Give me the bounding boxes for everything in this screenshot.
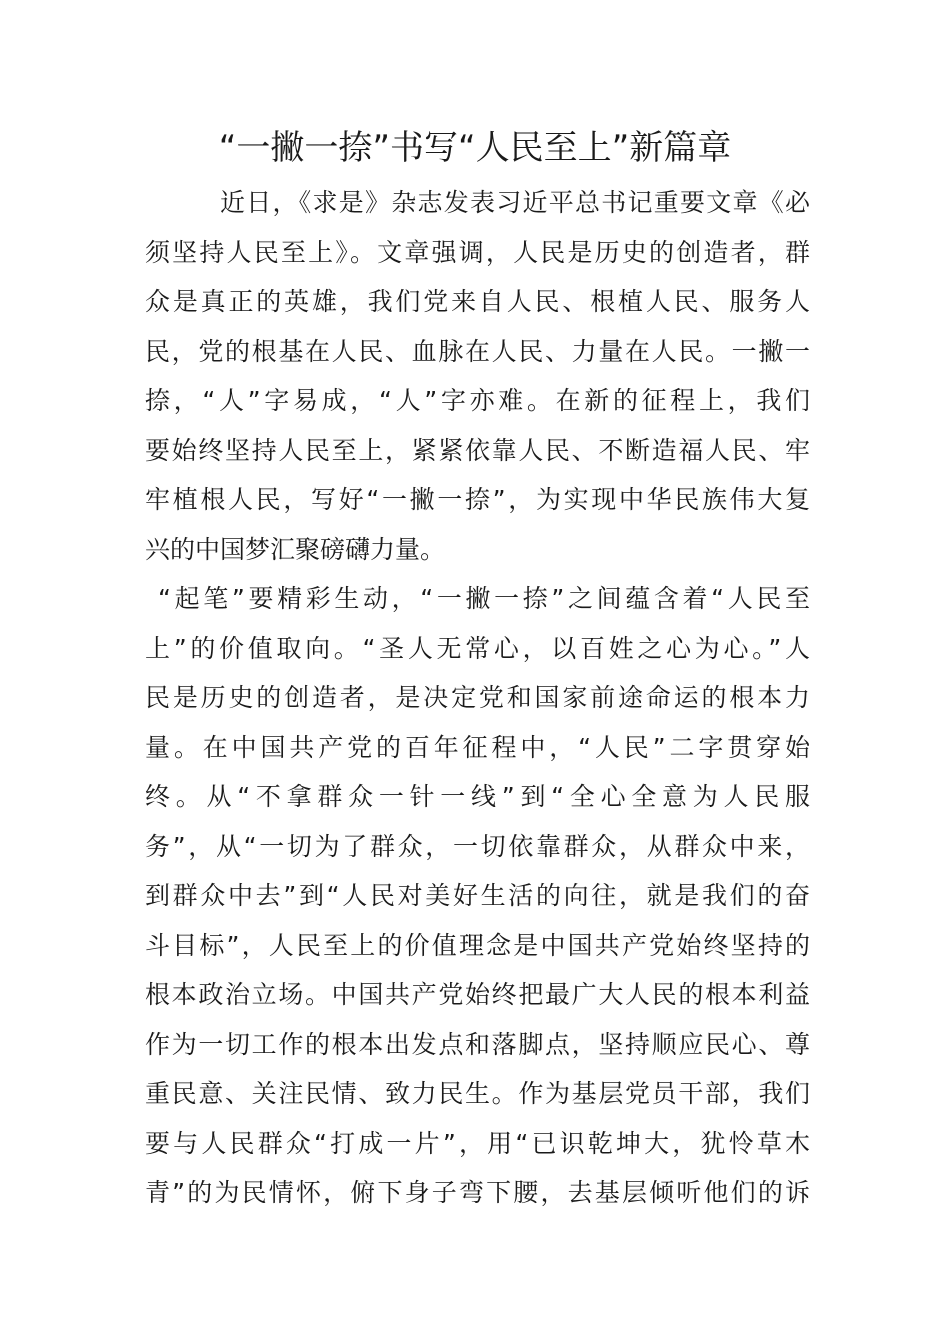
- text-line: 作为一切工作的根本出发点和落脚点，坚持顺应民心、尊: [145, 1029, 810, 1059]
- text-line: 终。从“不拿群众一针一线”到“全心全意为人民服: [145, 782, 810, 811]
- text-line: 重民意、关注民情、致力民生。作为基层党员干部，我们: [145, 1079, 810, 1108]
- text-line: 须坚持人民至上》。文章强调，人民是历史的创造者，群: [145, 237, 810, 267]
- document-title: “一撇一捺”书写“人民至上”新篇章: [218, 128, 732, 168]
- text-line: 民是历史的创造者，是决定党和国家前途命运的根本力: [145, 683, 810, 712]
- text-line: 捺，“人”字易成，“人”字亦难。在新的征程上，我们: [145, 386, 810, 415]
- text-line: 青”的为民情怀，俯下身子弯下腰，去基层倾听他们的诉: [145, 1178, 810, 1207]
- text-line: 牢植根人民，写好“一撇一捺”，为实现中华民族伟大复: [145, 485, 810, 514]
- text-line: 要始终坚持人民至上，紧紧依靠人民、不断造福人民、牢: [145, 435, 810, 465]
- document-body: [145, 178, 810, 1218]
- text-line: “起笔”要精彩生动，“一撇一捺”之间蕴含着“人民至: [158, 584, 810, 613]
- text-line: 根本政治立场。中国共产党始终把最广大人民的根本利益: [145, 980, 810, 1009]
- text-line: 斗目标”，人民至上的价值理念是中国共产党始终坚持的: [145, 930, 810, 960]
- text-line: 要与人民群众“打成一片”，用“已识乾坤大，犹怜草木: [145, 1128, 810, 1158]
- text-line: 众是真正的英雄，我们党来自人民、根植人民、服务人: [145, 287, 810, 316]
- text-line: 民，党的根基在人民、血脉在人民、力量在人民。一撇一: [145, 336, 810, 366]
- text-line: 兴的中国梦汇聚磅礴力量。: [145, 534, 446, 564]
- text-line: 到群众中去”到“人民对美好生活的向往，就是我们的奋: [145, 881, 810, 910]
- text-line: 近日，《求是》杂志发表习近平总书记重要文章《必: [220, 188, 810, 217]
- text-line: 上”的价值取向。“圣人无常心，以百姓之心为心。”人: [145, 633, 810, 663]
- text-line: 务”，从“一切为了群众，一切依靠群众，从群众中来，: [145, 831, 810, 861]
- text-line: 量。在中国共产党的百年征程中，“人民”二字贯穿始: [145, 732, 810, 762]
